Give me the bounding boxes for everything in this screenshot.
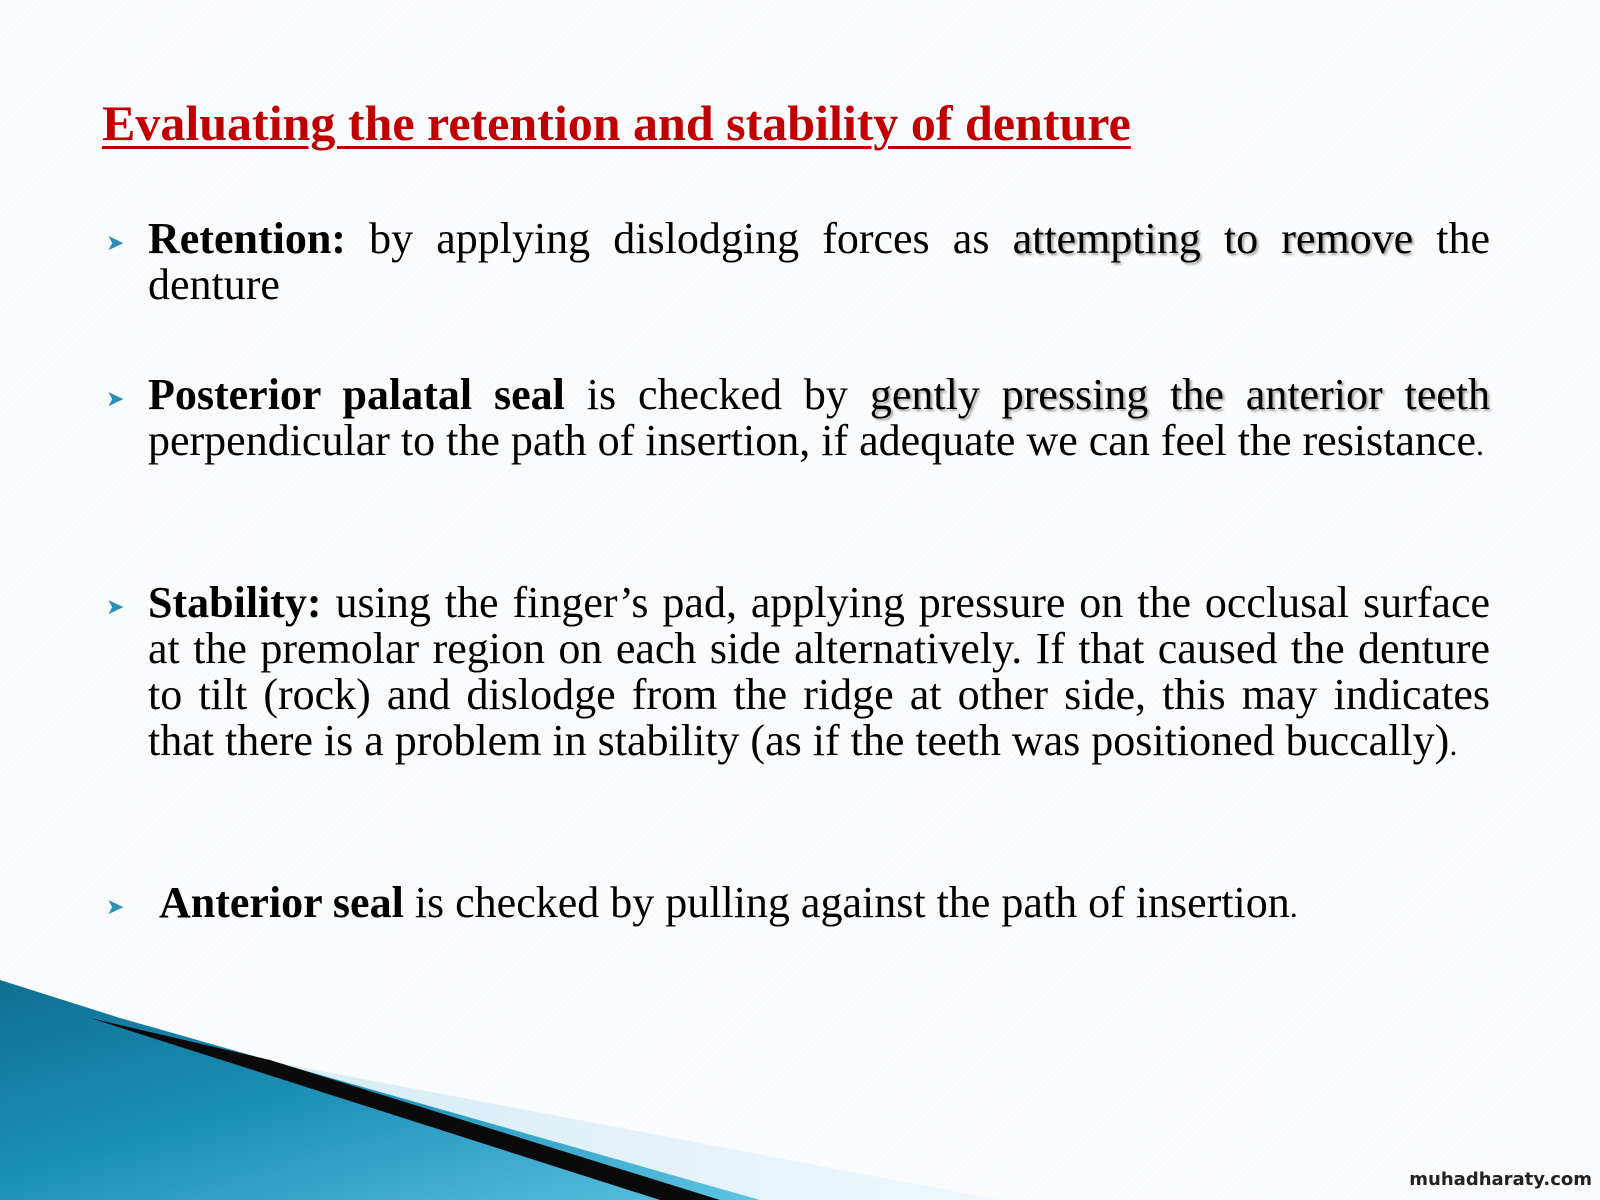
bullet-text: using the finger’s pad, applying pressure on the occlusal surface at the premolar region on each side alternatively. If that caused the denture to tilt (rock) and dislodge from the ridge at other side, this may indicates that there is a problem in stability (as if the teeth was positioned buccally) <box>148 578 1490 765</box>
decorative-corner-swoosh <box>0 980 1600 1200</box>
bullet-label: Stability: <box>148 578 322 627</box>
arrow-bullet-icon: ➤ <box>106 594 125 619</box>
bullet-highlight: attempting to remove <box>1012 214 1414 263</box>
bullet-label: Retention: <box>148 214 346 263</box>
bullet-stability <box>106 578 1490 767</box>
bullet-posterior-palatal-seal <box>106 370 1490 467</box>
bullet-label: Posterior palatal seal <box>148 370 565 419</box>
arrow-bullet-icon: ➤ <box>106 230 125 255</box>
arrow-bullet-icon: ➤ <box>106 386 125 411</box>
bullet-end: . <box>1449 726 1458 762</box>
watermark: muhadharaty.com <box>1409 1169 1592 1190</box>
slide-title: Evaluating the retention and stability of denture <box>102 95 1131 151</box>
bullet-highlight: gently pressing the anterior teeth <box>869 370 1490 419</box>
bullet-end: . <box>1289 888 1298 924</box>
bullet-text: is checked by <box>564 370 870 419</box>
bullet-text: by applying dislodging forces as <box>345 214 1013 263</box>
bullet-end: . <box>1475 426 1484 462</box>
arrow-bullet-icon: ➤ <box>106 894 125 919</box>
bullet-text-after: perpendicular to the path of insertion, if adequate we can feel the resistance <box>148 416 1476 465</box>
bullet-anterior-seal <box>106 878 1490 929</box>
bullet-text-after: the denture <box>148 214 1491 309</box>
bullet-label: Anterior seal <box>159 878 404 927</box>
bullet-text: is checked by pulling against the path of insertion <box>403 878 1290 927</box>
bullet-retention <box>106 214 1491 309</box>
